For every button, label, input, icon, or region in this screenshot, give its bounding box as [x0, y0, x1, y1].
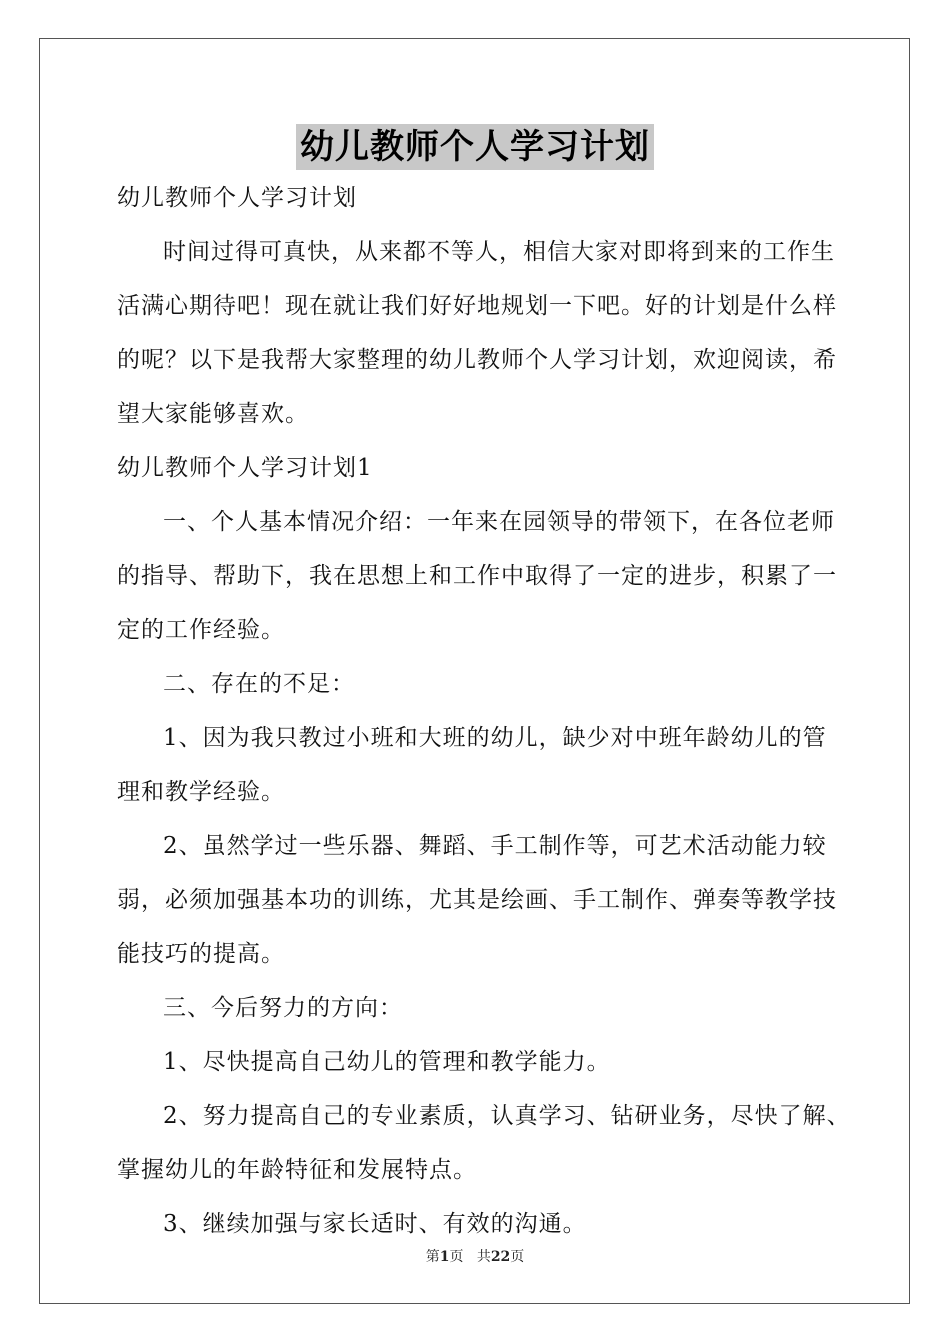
total-suffix: 页: [510, 1249, 525, 1265]
document-body: [117, 171, 851, 1251]
direction-item-1: 1、尽快提高自己幼儿的管理和教学能力。: [163, 1049, 611, 1075]
title-container: [0, 124, 950, 170]
intro-line: 的呢？以下是我帮大家整理的幼儿教师个人学习计划，欢迎阅读，希: [117, 347, 837, 373]
point2-line: 能技巧的提高。: [117, 941, 285, 967]
point1-line: 理和教学经验。: [117, 779, 285, 805]
page-footer: [0, 1246, 950, 1266]
section1-line: 定的工作经验。: [117, 617, 285, 643]
page-prefix: 第: [425, 1249, 440, 1265]
section3-heading: 三、今后努力的方向：: [163, 995, 403, 1021]
direction-item-3: 3、继续加强与家长适时、有效的沟通。: [163, 1211, 587, 1237]
direction-item-2-line: 2、努力提高自己的专业素质，认真学习、钻研业务，尽快了解、: [163, 1103, 851, 1129]
subtitle: 幼儿教师个人学习计划: [117, 185, 357, 211]
intro-line: 活满心期待吧！现在就让我们好好地规划一下吧。好的计划是什么样: [117, 293, 837, 319]
section-heading: 幼儿教师个人学习计划1: [117, 455, 373, 481]
intro-line: 望大家能够喜欢。: [117, 401, 309, 427]
point2-line: 2、虽然学过一些乐器、舞蹈、手工制作等，可艺术活动能力较: [163, 833, 827, 859]
section1-line: 的指导、帮助下，我在思想上和工作中取得了一定的进步，积累了一: [117, 563, 837, 589]
direction-item-2-line: 掌握幼儿的年龄特征和发展特点。: [117, 1157, 477, 1183]
page-suffix: 页: [449, 1249, 464, 1265]
page-number: 1: [439, 1249, 450, 1265]
section1-line: 一、个人基本情况介绍：一年来在园领导的带领下，在各位老师: [163, 509, 835, 535]
document-title: 幼儿教师个人学习计划: [296, 124, 654, 170]
total-pages: 22: [490, 1249, 511, 1265]
total-prefix: 共: [476, 1249, 491, 1265]
intro-line: 时间过得可真快，从来都不等人，相信大家对即将到来的工作生: [163, 239, 835, 265]
point1-line: 1、因为我只教过小班和大班的幼儿，缺少对中班年龄幼儿的管: [163, 725, 827, 751]
section2-heading: 二、存在的不足：: [163, 671, 355, 697]
point2-line: 弱，必须加强基本功的训练，尤其是绘画、手工制作、弹奏等教学技: [117, 887, 837, 913]
